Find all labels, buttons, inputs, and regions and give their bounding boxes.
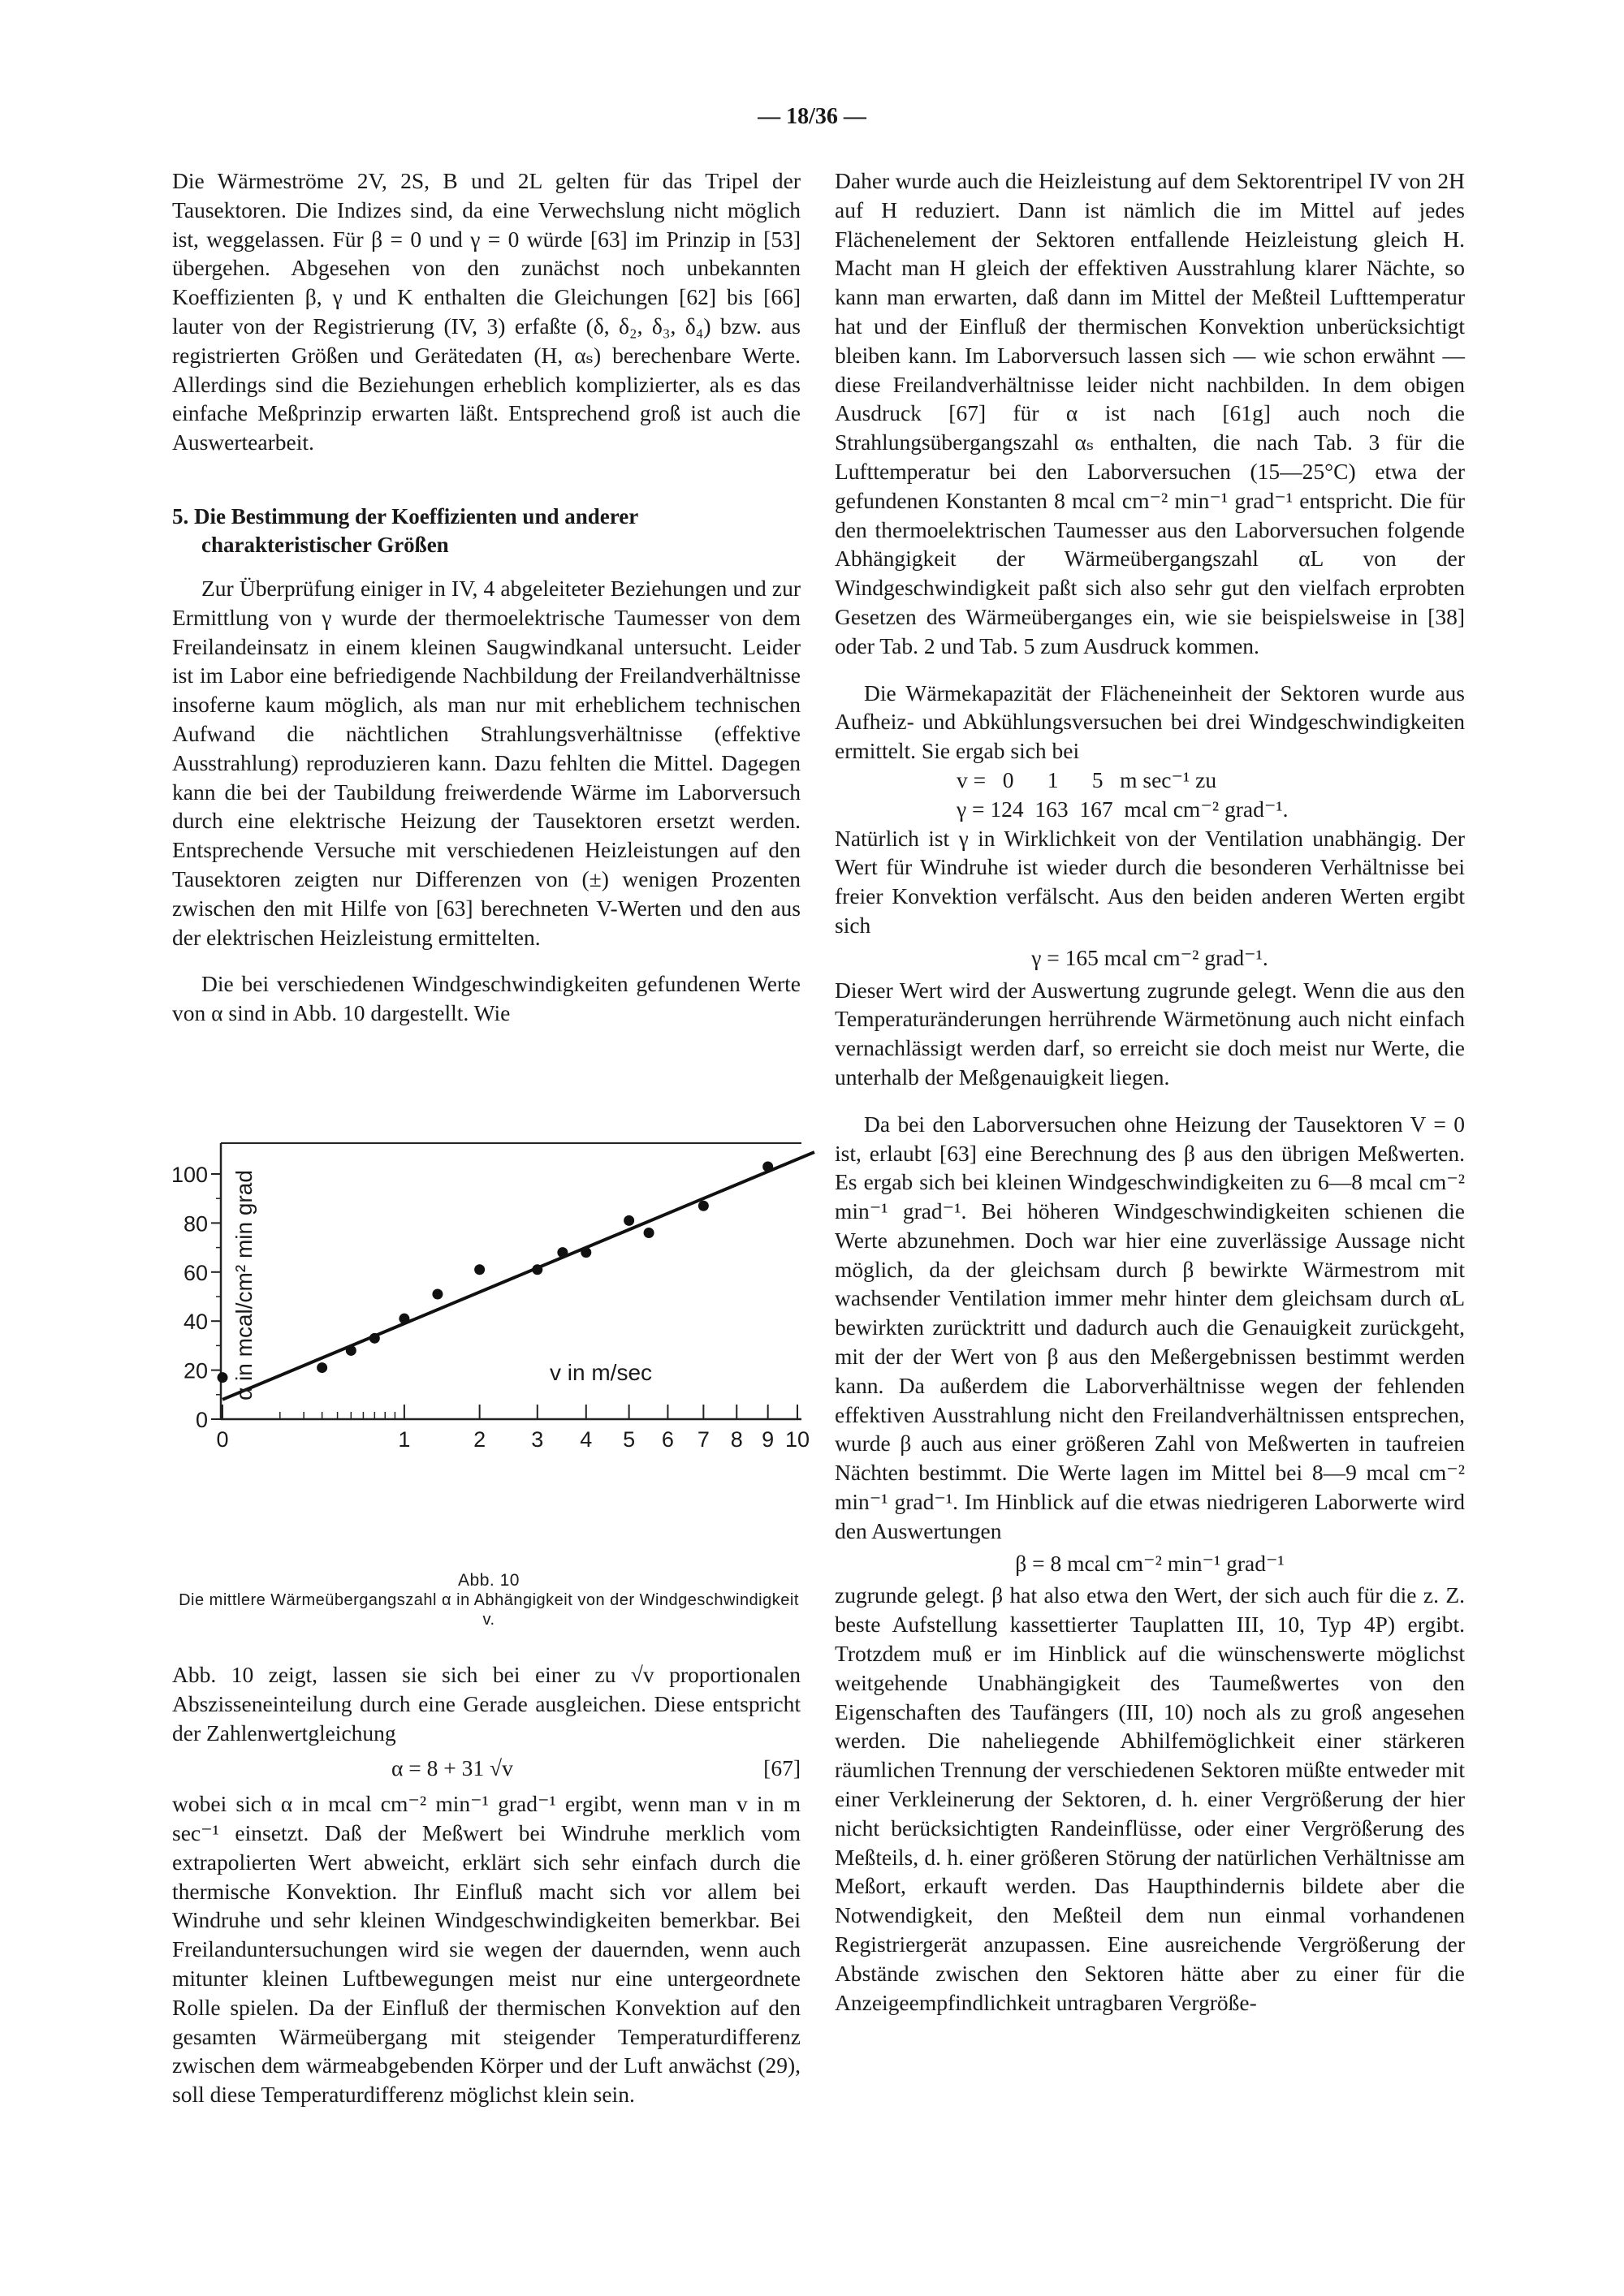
figure-caption-text: Die mittlere Wärmeübergangszahl α in Abhängigkeit von der Windgeschwindigkeit v. (179, 1591, 799, 1629)
paragraph: zugrunde gelegt. β hat also etwa den Wert, der sich auch für die z. Z. beste Aufstellung kassettierter Tauplatten III, 10, Typ 4P) ergibt. Trotzdem muß er im Hinblick auf die wünschenswerte möglichst weitgehende Unabhängigkeit des Taumeßwertes von den Eigenschaften des Taufängers (III, 10) noch als zu groß angesehen werden. Die naheliegende Abhilfemöglichkeit einer stärkeren räumlichen Trennung der verschiedenen Sektoren müßte entweder mit einer Verkleinerung der Sektoren, d. h. einer Vergrößerung der hier nicht berücksichtigten Randeinflüsse, oder einer Vergrößerung des Meßteils, d. h. einer größeren Störung der natürlichen Verhältnisse am Meßort, erkauft werden. Das Haupthindernis bildete aber die Notwendigkeit, den Meßteil dem nun einmal vorhandenen Registriergerät anzupassen. Eine ausreichende Vergrößerung der Abstände zwischen den Sektoren hätte aber zu einer für die Anzeigeempfindlichkeit untragbaren Vergröße- (835, 1582, 1465, 2015)
page-number: — 18/36 — (758, 104, 866, 129)
paragraph: Abb. 10 zeigt, lassen sie sich bei einer zu √v proportionalen Abszisseneinteilung durch eine Gerade ausgleichen. Diese entspricht der Zahlenwertgleichung (172, 1662, 801, 1746)
equation-beta: β = 8 mcal cm⁻² min⁻¹ grad⁻¹ (1015, 1550, 1285, 1576)
data-point (644, 1228, 654, 1238)
data-point (218, 1372, 228, 1383)
x-tick-label: 6 (661, 1427, 674, 1452)
data-point (581, 1247, 591, 1258)
y-axis-label: α in mcal/cm² min grad (231, 1170, 257, 1400)
x-tick-label: 0 (216, 1427, 229, 1452)
equation-number: [67] (763, 1755, 801, 1781)
paragraph: Dieser Wert wird der Auswertung zugrunde gelegt. Wenn die aus den Temperaturänderungen herrührende Wärmetönung auch nicht einfach vernachlässigt werden darf, so erreicht sie doch meist nur Werte, die unterhalb der Meßgenauigkeit liegen. (835, 977, 1465, 1090)
y-tick-label: 40 (183, 1310, 208, 1335)
y-tick-label: 80 (183, 1211, 208, 1236)
table-row-gamma: γ = 124 163 167 mcal cm⁻² grad⁻¹. (957, 796, 1289, 822)
paragraph: Die Wärmekapazität der Flächeneinheit der Sektoren wurde aus Aufheiz- und Abkühlungsversuchen bei drei Windgeschwindigkeiten ermittelt. Sie ergab sich bei (835, 680, 1465, 764)
data-point (698, 1201, 709, 1211)
left-column (172, 166, 801, 1028)
paragraph: Die Wärmeströme 2V, 2S, B und 2L gelten für das Tripel der Tausektoren. Die Indizes sind, da eine Verwechslung nicht möglich ist, weggelassen. Für β = 0 und γ = 0 würde [63] im Prinzip in [53] übergehen. Abgesehen von den zunächst noch unbekannten Koeffizienten β, γ und K enthalten die Gleichungen [62] bis [66] lauter von der Registrierung (IV, 3) erfaßte (δ, δ₂, δ₃, δ₄) bzw. aus registrierten Größen und Gerätedaten (H, αₛ) berechenbare Werte. Allerdings sind die Beziehungen erheblich komplizierter, als es das einfache Meßprinzip erwarten läßt. Entsprechend groß ist auch die Auswertearbeit. (172, 168, 801, 455)
data-point (532, 1264, 542, 1275)
x-axis-label: v in m/sec (549, 1360, 653, 1385)
right-column (835, 166, 1465, 2017)
x-tick-label: 4 (580, 1427, 593, 1452)
x-tick-label: 8 (730, 1427, 743, 1452)
data-point (432, 1288, 443, 1299)
data-point (557, 1247, 568, 1258)
data-point (399, 1314, 409, 1324)
data-point (762, 1161, 773, 1172)
data-point (317, 1362, 327, 1373)
data-point (369, 1333, 380, 1344)
equation: α = 8 + 31 √v (391, 1755, 513, 1781)
x-tick-label: 10 (784, 1427, 810, 1452)
x-tick-label: 3 (531, 1427, 544, 1452)
paragraph: Die bei verschiedenen Windgeschwindigkeiten gefundenen Werte von α sind in Abb. 10 dargestellt. Wie (172, 971, 801, 1026)
section-heading: 5. Die Bestimmung der Koeffizienten und anderer charakteristischer Größen (172, 503, 638, 557)
paragraph: Natürlich ist γ in Wirklichkeit von der Ventilation unabhängig. Der Wert für Windruhe ist wieder durch die besonderen Verhältnisse bei freier Konvektion verfälscht. Aus den beiden anderen Werten ergibt sich (835, 825, 1465, 938)
data-point (624, 1215, 634, 1226)
x-tick-label: 7 (697, 1427, 710, 1452)
x-tick-label: 9 (762, 1427, 775, 1452)
data-point (346, 1345, 356, 1356)
x-tick-label: 2 (473, 1427, 486, 1452)
table-row-v: v = 0 1 5 m sec⁻¹ zu (957, 766, 1217, 792)
left-column-lower (172, 1660, 801, 2109)
y-tick-label: 60 (183, 1260, 208, 1285)
x-tick-label: 1 (398, 1427, 411, 1452)
paragraph: Daher wurde auch die Heizleistung auf dem Sektorentripel IV von 2H auf H reduziert. Dann ist nämlich die im Mittel auf jedes Flächenelement der Sektoren entfallende Heizleistung gleich H. Macht man H gleich der effektiven Ausstrahlung klarer Nächte, so kann man erwarten, daß dann im Mittel der Meßteil Lufttemperatur hat und der Einfluß der thermischen Konvektion unberücksichtigt bleiben kann. Im Laborversuch lassen sich — wie schon erwähnt — diese Freilandverhältnisse leider nicht nachbilden. In dem obigen Ausdruck [67] für α ist nach [61g] auch noch die Strahlungsübergangszahl αₛ enthalten, die nach Tab. 3 für die Lufttemperatur bei den Laborversuchen (15—25°C) etwa der gefundenen Konstanten 8 mcal cm⁻² min⁻¹ grad⁻¹ entspricht. Die für den thermoelektrischen Taumesser aus den Laborversuchen folgende Abhängigkeit der Wärmeübergangszahl αL von der Windgeschwindigkeit paßt sich also sehr gut den vielfach erprobten Gesetzen des Wärmeüberganges ein, wie sie beispielsweise in [38] oder Tab. 2 und Tab. 5 zum Ausdruck kommen. (835, 168, 1465, 658)
paragraph: wobei sich α in mcal cm⁻² min⁻¹ grad⁻¹ ergibt, wenn man v in m sec⁻¹ einsetzt. Daß der Meßwert bei Windruhe merklich vom extrapolierten Wert abweicht, erklärt sich sehr einfach durch die thermische Konvektion. Ihr Einfluß macht sich vor allem bei Windruhe und sehr kleinen Windgeschwindigkeiten bemerkbar. Bei Freilanduntersuchungen wird sie wegen der dauernden, wenn auch mitunter kleinen Luftbewegungen meist nur eine untergeordnete Rolle spielen. Da der Einfluß der thermischen Konvektion auf den gesamten Wärmeübergang mit steigender Temperaturdifferenz zwischen dem wärmeabgebenden Körper und der Luft anwächst (29), soll diese Temperaturdifferenz möglichst klein sein. (172, 1791, 801, 2108)
equation-gamma: γ = 165 mcal cm⁻² grad⁻¹. (1031, 944, 1268, 970)
y-tick-label: 0 (195, 1408, 208, 1432)
x-tick-label: 5 (623, 1427, 636, 1452)
figure-abb-10 (171, 1135, 810, 1492)
equation-67 (172, 1754, 801, 1783)
paragraph: Zur Überprüfung einiger in IV, 4 abgeleiteter Beziehungen und zur Ermittlung von γ wurde der thermoelektrische Taumesser von dem Freilandeinsatz in einem kleinen Saugwindkanal untersucht. Leider ist im Labor eine befriedigende Nachbildung der Freilandverhältnisse insoferne kaum möglich, als man nur mit erheblichem technischen Aufwand die nächtlichen Strahlungsverhältnisse (effektive Ausstrahlung) reproduzieren kann. Dazu fehlten die Mittel. Dagegen kann die bei der Taubildung freiwerdende Wärme im Laborversuch durch eine elektrische Heizung der Tausektoren ersetzt werden. Entsprechende Versuche mit verschiedenen Heizleistungen auf den Tausektoren zeigten nur Differenzen von (±) wenigen Prozenten zwischen den mit Hilfe von [63] berechneten V-Werten und den aus der elektrischen Heizleistung ermittelten. (172, 575, 801, 950)
figure-caption (172, 1571, 806, 1629)
chart-svg (171, 1135, 810, 1492)
y-tick-label: 100 (171, 1163, 208, 1187)
figure-label: Abb. 10 (458, 1571, 520, 1590)
y-tick-label: 20 (183, 1358, 208, 1383)
fit-line (222, 1152, 814, 1400)
data-point (474, 1264, 485, 1275)
paragraph: Da bei den Laborversuchen ohne Heizung der Tausektoren V = 0 ist, erlaubt [63] eine Berechnung des β aus den übrigen Meßwerten. Es ergab sich bei kleinen Windgeschwindigkeiten zu 6—8 mcal cm⁻² min⁻¹ grad⁻¹. Bei höheren Windgeschwindigkeiten schienen die Werte abzunehmen. Doch war hier eine zuverlässige Aussage nicht möglich, da der gleichsam durch β bewirkte Wärmestrom mit wachsender Ventilation immer mehr hinter dem gleichsam durch αL bewirkten zurücktritt und dadurch auch die Genauigkeit zurückgeht, mit der der Wert von β aus den Meßergebnissen bestimmt werden kann. Da außerdem die Laborverhältnisse wegen der fehlenden effektiven Ausstrahlung nicht den Freilandverhältnissen entsprechen, wurde β auch aus einer größeren Zahl von Meßwerten in taufreien Nächten bestimmt. Die Werte lagen im Mittel bei 8—9 mcal cm⁻² min⁻¹ grad⁻¹. Im Hinblick auf die etwas niedrigeren Laborwerte wird den Auswertungen (835, 1111, 1465, 1543)
